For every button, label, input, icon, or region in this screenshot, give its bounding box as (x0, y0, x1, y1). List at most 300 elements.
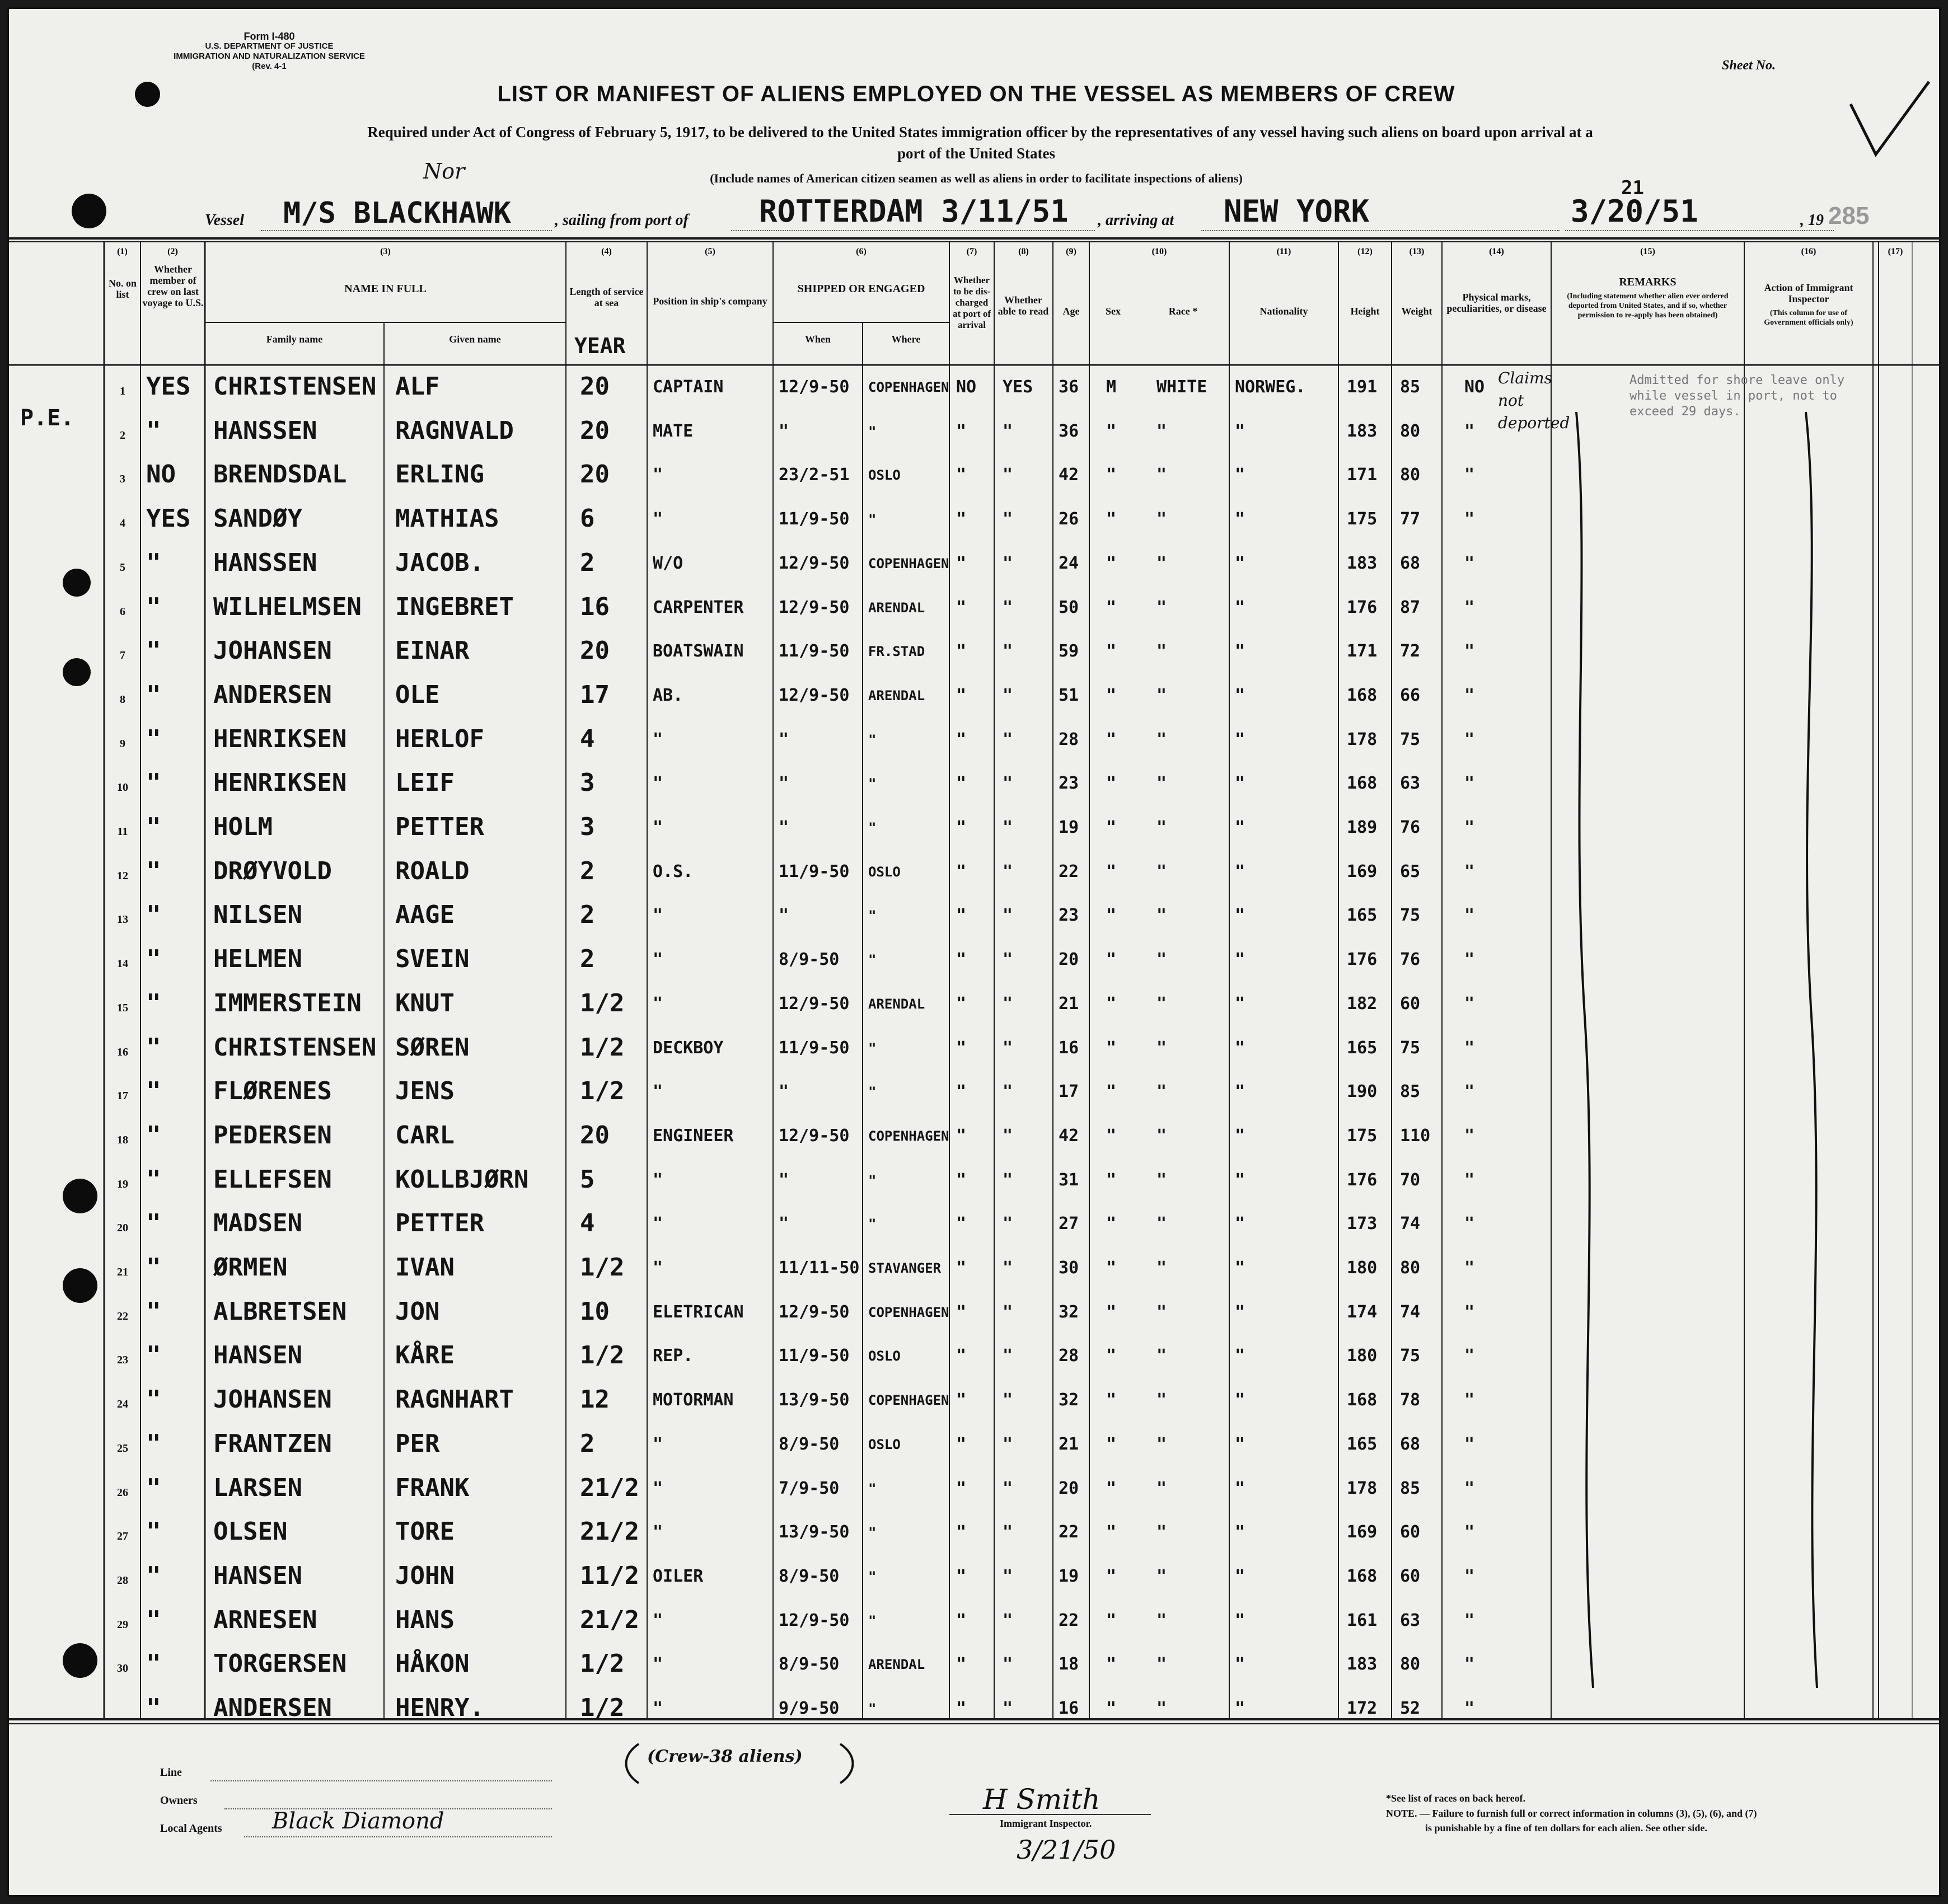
length-of-service: 2 (580, 901, 595, 930)
discharged: " (956, 421, 967, 441)
fine-note: NOTE. — Failure to furnish full or correct information in columns (3), (5), (6), and (7) (1386, 1808, 1757, 1819)
physical-marks: " (1464, 553, 1475, 573)
race: " (1156, 773, 1167, 794)
height: 191 (1347, 377, 1378, 397)
nationality: " (1235, 421, 1245, 441)
shipped-when: 11/9-50 (779, 1038, 850, 1058)
header-name-in-full: NAME IN FULL (344, 283, 427, 295)
row-number: 26 (117, 1486, 128, 1499)
able-to-read: " (1003, 818, 1013, 837)
nationality: NORWEG. (1235, 377, 1306, 397)
race: " (1156, 1390, 1167, 1410)
given-name: HÅKON (395, 1649, 470, 1678)
shipped-where: " (868, 1480, 877, 1497)
able-to-read: " (1003, 1125, 1013, 1146)
shipped-when: 12/9-50 (779, 377, 850, 397)
shipped-when: " (779, 421, 789, 441)
family-name: HANSEN (213, 1561, 302, 1590)
sex: " (1106, 1654, 1117, 1675)
header-length-of-service: Length of service at sea (569, 286, 644, 308)
member-last-voyage: " (146, 1120, 161, 1150)
shipped-when: " (779, 1082, 789, 1102)
position: MATE (653, 421, 694, 441)
family-name: HELMEN (213, 945, 302, 974)
length-of-service: 17 (580, 680, 610, 709)
race: " (1156, 1170, 1167, 1190)
sex: " (1106, 729, 1117, 749)
race: " (1156, 993, 1167, 1014)
shipped-where: " (868, 1040, 877, 1056)
height: 172 (1347, 1699, 1378, 1718)
family-name: HANSSEN (213, 416, 317, 445)
physical-marks: " (1464, 818, 1475, 837)
family-name: HOLM (213, 813, 273, 841)
member-last-voyage: " (146, 856, 161, 885)
age: 36 (1059, 421, 1079, 441)
family-name: JOHANSEN (213, 1385, 332, 1414)
given-name: RAGNHART (395, 1385, 514, 1414)
race: " (1156, 1434, 1167, 1454)
shipped-when: 11/9-50 (779, 641, 850, 662)
given-name: MATHIAS (395, 504, 499, 533)
discharged: " (956, 1214, 967, 1234)
sex: " (1106, 1346, 1117, 1366)
header-discharged: Whether to be dis- charged at port of arrival (953, 275, 991, 330)
discharged: " (956, 1654, 967, 1675)
header-age: Age (1062, 306, 1080, 317)
height: 169 (1347, 1522, 1378, 1542)
age: 59 (1059, 641, 1079, 662)
position: " (653, 1434, 663, 1454)
remarks-typed: Admitted for shore leave only while vessel in port, not to exceed 29 days. (1629, 373, 1845, 419)
shipped-where: COPENHAGEN (868, 379, 949, 395)
family-name: DRØYVOLD (213, 856, 332, 885)
form-identifier: Form I-480 U.S. DEPARTMENT OF JUSTICE IMMIGRATION AND NATURALIZATION SERVICE (Rev. 4-1 (174, 31, 365, 71)
shipped-when: 12/9-50 (779, 1302, 850, 1322)
physical-marks: " (1464, 1566, 1475, 1586)
able-to-read: " (1003, 1082, 1013, 1102)
family-name: PEDERSEN (213, 1120, 332, 1150)
member-last-voyage: " (146, 1517, 161, 1546)
shipped-where: " (868, 776, 877, 792)
age: 36 (1059, 377, 1079, 397)
able-to-read: " (1003, 729, 1013, 749)
given-name: JACOB. (395, 548, 484, 577)
shipped-when: 11/9-50 (779, 861, 850, 881)
age: 50 (1059, 597, 1079, 617)
position: CAPTAIN (653, 377, 724, 397)
physical-marks: " (1464, 993, 1475, 1014)
race: " (1156, 1214, 1167, 1234)
row-number: 23 (117, 1354, 128, 1367)
header-weight: Weight (1401, 306, 1432, 317)
shipped-where: COPENHAGEN (868, 1128, 949, 1144)
age: 16 (1059, 1699, 1079, 1718)
nationality: " (1235, 1699, 1245, 1718)
discharged: " (956, 773, 967, 794)
age: 32 (1059, 1302, 1079, 1322)
col-num: (9) (1066, 247, 1076, 256)
height: 176 (1347, 597, 1378, 617)
header-shipped-or-engaged: SHIPPED OR ENGAGED (797, 283, 925, 295)
nationality: " (1235, 641, 1245, 662)
race: " (1156, 1082, 1167, 1102)
given-name: KOLLBJØRN (395, 1165, 529, 1194)
sex: " (1106, 553, 1117, 573)
family-name: IMMERSTEIN (213, 988, 362, 1017)
discharged: " (956, 509, 967, 529)
row-number: 10 (117, 781, 128, 794)
row-number: 11 (117, 826, 128, 838)
nationality: " (1235, 553, 1245, 573)
shipped-where: COPENHAGEN (868, 1392, 949, 1409)
age: 16 (1059, 1038, 1079, 1058)
col-num: (4) (601, 247, 612, 256)
sex: " (1106, 1214, 1117, 1234)
weight: 74 (1400, 1214, 1421, 1234)
weight: 68 (1400, 553, 1421, 573)
sex: " (1106, 1038, 1117, 1058)
race: " (1156, 1610, 1167, 1630)
header-no-on-list: No. on list (108, 278, 137, 300)
height: 161 (1347, 1610, 1378, 1630)
nationality: " (1235, 1390, 1245, 1410)
nationality: " (1235, 1522, 1245, 1542)
header-physical-marks: Physical marks, peculiarities, or disease (1446, 292, 1547, 314)
sex: " (1106, 1390, 1117, 1410)
shipped-when: 23/2-51 (779, 465, 850, 485)
shipped-where: " (868, 1216, 877, 1232)
member-last-voyage: " (146, 1033, 161, 1062)
physical-marks: " (1464, 773, 1475, 794)
shipped-where: STAVANGER (868, 1260, 942, 1276)
family-name: MADSEN (213, 1209, 302, 1238)
sex: " (1106, 906, 1117, 926)
race: " (1156, 1302, 1167, 1322)
line-underline (210, 1780, 552, 1781)
able-to-read: " (1003, 861, 1013, 881)
header-given-name: Given name (449, 334, 501, 345)
shipped-when: " (779, 773, 789, 794)
row-number: 18 (117, 1133, 128, 1146)
height: 168 (1347, 1566, 1378, 1586)
position: " (653, 773, 663, 794)
shipped-where: " (868, 1172, 877, 1188)
sex: " (1106, 1434, 1117, 1454)
row-number: 1 (120, 385, 125, 397)
discharged: " (956, 1125, 967, 1146)
member-last-voyage: " (146, 1649, 161, 1678)
shipped-where: OSLO (868, 864, 901, 880)
row-number: 7 (120, 649, 125, 662)
member-last-voyage: " (146, 988, 161, 1017)
age: 17 (1059, 1082, 1079, 1102)
weight: 76 (1400, 818, 1421, 837)
member-last-voyage: " (146, 636, 161, 665)
nationality: " (1235, 773, 1245, 794)
shipped-where: " (868, 952, 877, 968)
age: 19 (1059, 818, 1079, 837)
row-number: 3 (120, 473, 125, 486)
weight: 80 (1400, 1258, 1421, 1278)
height: 183 (1347, 421, 1378, 441)
sex: " (1106, 1699, 1117, 1718)
able-to-read: " (1003, 1302, 1013, 1322)
shipped-where: FR.STAD (868, 644, 925, 660)
member-last-voyage: " (146, 548, 161, 577)
age: 24 (1059, 553, 1079, 573)
weight: 85 (1400, 377, 1421, 397)
able-to-read: " (1003, 993, 1013, 1014)
family-name: HENRIKSEN (213, 768, 347, 798)
length-of-service: 3 (580, 768, 595, 798)
height: 168 (1347, 1390, 1378, 1410)
age: 23 (1059, 906, 1079, 926)
family-name: FRANTZEN (213, 1429, 332, 1458)
able-to-read: " (1003, 906, 1013, 926)
discharged: " (956, 1699, 967, 1718)
physical-marks: " (1464, 950, 1475, 970)
length-of-service: 16 (580, 592, 610, 621)
height: 180 (1347, 1346, 1378, 1366)
given-name: HERLOF (395, 724, 484, 753)
member-last-voyage: " (146, 1605, 161, 1634)
position: O.S. (653, 861, 694, 881)
age: 21 (1059, 1434, 1079, 1454)
sex: " (1106, 1302, 1117, 1322)
race: " (1156, 1566, 1167, 1586)
shipped-when: 12/9-50 (779, 597, 850, 617)
row-number: 30 (117, 1662, 128, 1675)
sex: " (1106, 509, 1117, 529)
age: 27 (1059, 1214, 1079, 1234)
family-name: LARSEN (213, 1473, 302, 1502)
family-name: ELLEFSEN (213, 1165, 332, 1194)
discharged: " (956, 641, 967, 662)
col-num: (17) (1888, 247, 1903, 256)
col-num: (7) (966, 247, 977, 256)
shipped-where: " (868, 1084, 877, 1100)
member-last-voyage: " (146, 592, 161, 621)
position: " (653, 818, 663, 837)
family-name: JOHANSEN (213, 636, 332, 665)
member-last-voyage: " (146, 1473, 161, 1502)
shipped-where: " (868, 512, 877, 528)
able-to-read: " (1003, 465, 1013, 485)
stamp-number: 285 (1828, 202, 1870, 229)
length-of-service: 2 (580, 1429, 595, 1458)
able-to-read: " (1003, 1258, 1013, 1278)
race: " (1156, 509, 1167, 529)
include-note: (Include names of American citizen seamen as well as aliens in order to facilitate inspections of aliens) (710, 171, 1243, 185)
col-num: (3) (380, 247, 391, 256)
header-action-note: (This column for use of Government officials only) (1764, 309, 1853, 327)
race: " (1156, 641, 1167, 662)
physical-marks: " (1464, 1699, 1475, 1718)
shipped-when: 7/9-50 (779, 1478, 840, 1498)
shipped-when: " (779, 818, 789, 837)
position: CARPENTER (653, 597, 744, 617)
age: 20 (1059, 950, 1079, 970)
length-of-service: 1/2 (580, 1649, 625, 1678)
family-name: SANDØY (213, 504, 302, 533)
position: " (653, 1610, 663, 1630)
given-name: KÅRE (395, 1341, 455, 1370)
age: 51 (1059, 685, 1079, 705)
given-name: KNUT (395, 988, 455, 1017)
family-name: ALBRETSEN (213, 1297, 347, 1326)
race: " (1156, 685, 1167, 705)
age: 42 (1059, 1125, 1079, 1146)
discharged: " (956, 1522, 967, 1542)
discharged: " (956, 906, 967, 926)
weight: 68 (1400, 1434, 1421, 1454)
given-name: HENRY. (395, 1694, 484, 1722)
nationality: " (1235, 465, 1245, 485)
row-number: 2 (120, 429, 125, 442)
length-of-service: 12 (580, 1385, 610, 1414)
family-name: ANDERSEN (213, 1694, 332, 1722)
sex: " (1106, 1610, 1117, 1630)
weight: 70 (1400, 1170, 1421, 1190)
shipped-when: 11/9-50 (779, 509, 850, 529)
member-last-voyage: NO (146, 460, 176, 489)
sex: " (1106, 1522, 1117, 1542)
height: 175 (1347, 509, 1378, 529)
sex: " (1106, 465, 1117, 485)
height: 165 (1347, 906, 1378, 926)
discharged: " (956, 1610, 967, 1630)
shipped-when: " (779, 729, 789, 749)
member-last-voyage: " (146, 1341, 161, 1370)
sex: " (1106, 950, 1117, 970)
shipped-where: ARENDAL (868, 1657, 925, 1673)
weight: 78 (1400, 1390, 1421, 1410)
member-last-voyage: " (146, 1429, 161, 1458)
length-of-service: 2 (580, 945, 595, 974)
weight: 65 (1400, 861, 1421, 881)
col-num: (8) (1018, 247, 1029, 256)
nationality-note: Nor (423, 159, 465, 184)
given-name: ROALD (395, 856, 470, 885)
row-number: 19 (117, 1178, 128, 1190)
position: " (653, 1699, 663, 1718)
sex: " (1106, 597, 1117, 617)
shipped-when: 11/11-50 (779, 1258, 860, 1278)
arrival-date: 3/20/51 (1571, 194, 1698, 229)
nationality: " (1235, 1214, 1245, 1234)
able-to-read: YES (1003, 377, 1033, 397)
given-name: PETTER (395, 1209, 484, 1238)
race: " (1156, 1478, 1167, 1498)
position: " (653, 950, 663, 970)
nationality: " (1235, 950, 1245, 970)
sex: M (1106, 377, 1117, 397)
length-of-service: 20 (580, 460, 610, 489)
shipped-where: " (868, 908, 877, 924)
shipped-where: OSLO (868, 467, 901, 484)
col-num: (11) (1276, 247, 1291, 256)
weight: 87 (1400, 597, 1421, 617)
row-number: 12 (117, 869, 128, 882)
member-last-voyage: " (146, 680, 161, 709)
member-last-voyage: " (146, 1561, 161, 1590)
sex: " (1106, 421, 1117, 441)
physical-marks: " (1464, 1038, 1475, 1058)
discharged: " (956, 993, 967, 1014)
length-of-service: 4 (580, 1209, 595, 1238)
row-number: 14 (117, 958, 128, 970)
member-last-voyage: " (146, 768, 161, 798)
position: ELETRICAN (653, 1302, 744, 1322)
given-name: INGEBRET (395, 592, 514, 621)
length-of-service: 1/2 (580, 1077, 625, 1106)
nationality: " (1235, 1346, 1245, 1366)
age: 42 (1059, 465, 1079, 485)
able-to-read: " (1003, 1038, 1013, 1058)
weight: 80 (1400, 1654, 1421, 1675)
length-of-service: 1/2 (580, 1694, 625, 1722)
weight: 75 (1400, 906, 1421, 926)
length-of-service: 5 (580, 1165, 595, 1194)
nationality: " (1235, 906, 1245, 926)
header-family-name: Family name (266, 334, 323, 345)
nationality: " (1235, 1170, 1245, 1190)
physical-marks: " (1464, 1522, 1475, 1542)
weight: 72 (1400, 641, 1421, 662)
weight: 75 (1400, 1346, 1421, 1366)
physical-marks: " (1464, 1302, 1475, 1322)
row-number: 5 (120, 561, 125, 574)
family-name: ARNESEN (213, 1605, 317, 1634)
family-name: HENRIKSEN (213, 724, 347, 753)
weight: 110 (1400, 1125, 1431, 1146)
physical-marks: NO (1464, 377, 1485, 397)
position: OILER (653, 1566, 704, 1586)
shipped-when: 9/9-50 (779, 1699, 840, 1718)
row-number: 22 (117, 1310, 128, 1323)
age: 20 (1059, 1478, 1079, 1498)
sex: " (1106, 641, 1117, 662)
shipped-where: " (868, 1701, 877, 1717)
sheet-number-label: Sheet No. (1722, 58, 1776, 73)
able-to-read: " (1003, 641, 1013, 662)
nationality: " (1235, 1258, 1245, 1278)
row-number: 25 (117, 1442, 128, 1455)
shipped-where: " (868, 1568, 877, 1584)
row-number: 15 (117, 1001, 128, 1014)
given-name: SØREN (395, 1033, 470, 1062)
age: 22 (1059, 1522, 1079, 1542)
able-to-read: " (1003, 1214, 1013, 1234)
weight: 66 (1400, 685, 1421, 705)
height: 165 (1347, 1434, 1378, 1454)
shipped-when: 11/9-50 (779, 1346, 850, 1366)
length-of-service: 3 (580, 813, 595, 841)
member-last-voyage: YES (146, 372, 191, 401)
member-last-voyage: YES (146, 504, 191, 533)
member-last-voyage: " (146, 416, 161, 445)
sailing-port: ROTTERDAM 3/11/51 (759, 194, 1069, 229)
able-to-read: " (1003, 509, 1013, 529)
physical-marks: " (1464, 1082, 1475, 1102)
given-name: PETTER (395, 813, 484, 841)
able-to-read: " (1003, 553, 1013, 573)
col-num: (16) (1801, 247, 1816, 256)
position: " (653, 993, 663, 1014)
height: 178 (1347, 729, 1378, 749)
race: " (1156, 729, 1167, 749)
